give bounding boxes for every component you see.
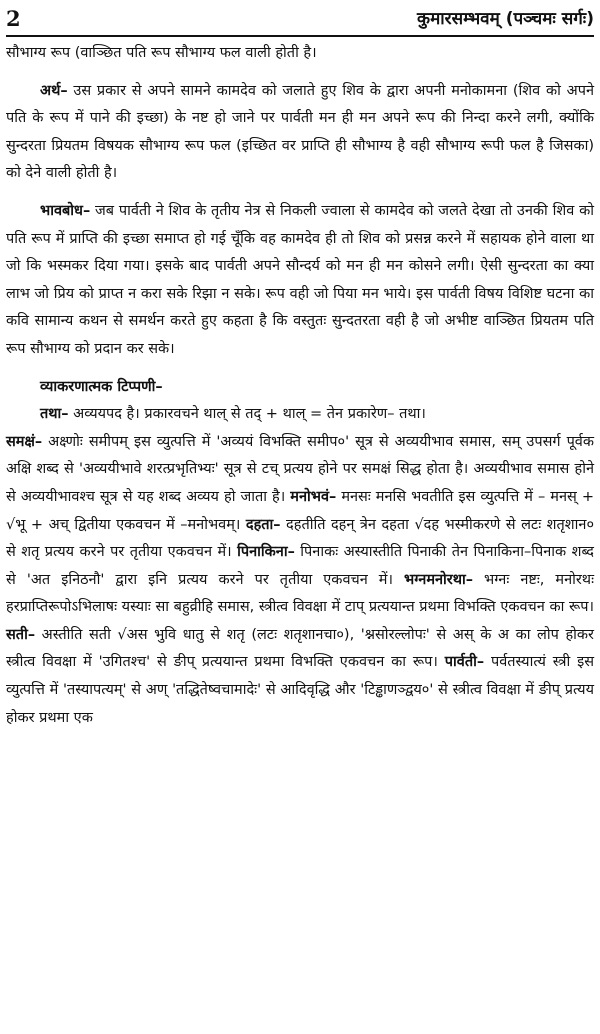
tatha-paragraph (6, 401, 594, 429)
pinakina-text: पिनाकः अस्यास्तीति पिनाकी तेन पिनाकिना–पिनाक शब्द से 'अत इनिठनौ' द्वारा इनि प्रत्यय करने पर तृतीया एकवचन में। (6, 544, 594, 588)
artha-label: अर्थ– (40, 82, 68, 99)
sati-text: अस्तीति सती √अस भुवि धातु से शतृ (लटः शतृशानचा०), 'श्नसोरल्लोपः' से अस् के अ का लोप होकर स्त्रीत्व विवक्षा में 'उगितश्च' से ङीप् प्रत्ययान्त प्रथमा विभक्ति एकवचन का रूप। (6, 626, 594, 671)
parvati-label: पार्वती– (444, 654, 485, 671)
parvati-text: पर्वतस्यात्यं स्त्री इस व्युत्पत्ति में 'तस्यापत्यम्' से अण् 'तद्धितेष्वचामादेः' से आदिवृद्धि और 'टिड्ढाणञ्द्वय०' से स्त्रीत्व विवक्षा में ङीप् प्रत्यय होकर प्रथमा एक (6, 654, 594, 726)
intro-line: सौभाग्य रूप (वाञ्छित पति रूप सौभाग्य फल वाली होती है। (6, 45, 317, 61)
page-header (6, 6, 594, 32)
dahata-label: दहता– (245, 516, 281, 533)
page-number: 2 (6, 6, 21, 31)
artha-text: उस प्रकार से अपने सामने कामदेव को जलाते हुए शिव के द्वारा अपनी मनोकामना (शिव को अपने पति के रूप में पाने की इच्छा) के नष्ट हो जाने पर पार्वती मन ही मन अपने रूप की निन्दा करने लगी, क्योंकि सुन्दरता प्रियतम विषयक सौभाग्य रूप फल (इच्छित वर प्राप्ति ही सौभाग्य है वही सौभाग्य रूपी फल है जिसका) को देने वाली होती है। (6, 82, 594, 182)
manobhavam-label: मनोभवं– (290, 488, 337, 505)
bhavabodh-label: भावबोध– (40, 202, 91, 219)
bhavabodh-paragraph (6, 198, 594, 364)
tatha-text: अव्ययपद है। प्रकारवचने थाल् से तद् + थाल् = तेन प्रकारेण– तथा। (68, 406, 426, 423)
running-title: कुमारसम्भवम् (पञ्चमः सर्गः) (417, 9, 594, 29)
pinakina-label: पिनाकिना– (237, 544, 295, 561)
artha-paragraph (6, 78, 594, 188)
bhagnamanoratha-label: भग्नमनोरथा– (404, 571, 473, 588)
grammar-notes-paragraph (6, 429, 594, 733)
header-rule (6, 35, 594, 37)
vyakarana-heading: व्याकरणात्मक टिप्पणी– (40, 378, 163, 395)
dahata-text: दहतीति दहन् त्रेन दहता √दह भस्मीकरणे से लटः शतृशान० से शतृ प्रत्यय करने पर तृतीया एकवचन में। (6, 516, 594, 561)
manobhavam-text: मनसः मनसि भवतीति इस व्युत्पत्ति में – मनस् + √भू + अच् द्वितीया एकवचन में –मनोभवम्। (6, 488, 594, 533)
tatha-label: तथा– (40, 406, 69, 423)
sati-label: सती– (6, 626, 36, 643)
samaksham-label: समक्षं– (6, 433, 43, 450)
samaksham-text: अक्ष्णोः समीपम् इस व्युत्पत्ति में 'अव्ययं विभक्ति समीप०' सूत्र से अव्ययीभाव समास, सम् उपसर्ग पूर्वक अक्षि शब्द से 'अव्ययीभावे शरत्प्रभृतिभ्यः' सूत्र से टच् प्रत्यय होने पर समक्षं सिद्ध होता है। अव्ययीभाव समास होने से अव्ययीभावश्च सूत्र से यह शब्द अव्यय हो जाता है। (6, 433, 594, 505)
page-body (6, 40, 594, 732)
bhagnamanoratha-text: भग्नः नष्टः, मनोरथः हरप्राप्तिरूपोऽभिलाषः यस्याः सा बहुव्रीहि समास, स्त्रीत्व विवक्षा में टाप् प्रत्ययान्त प्रथमा विभक्ति एकवचन का रूप। (6, 571, 594, 616)
bhavabodh-text: जब पार्वती ने शिव के तृतीय नेत्र से निकली ज्वाला से कामदेव को जलते देखा तो उनकी शिव को पति रूप में प्राप्ति की इच्छा समाप्त हो गई चूँकि वह कामदेव ही तो शिव को प्रसन्न करने में सहायक होने वाला था जो कि भस्मकर दिया गया। इसके बाद पार्वती अपने सौन्दर्य को मन ही मन कोसने लगी। ऐसी सुन्दरता का क्या लाभ जो प्रिय को प्राप्त न करा सके रिझा न सके। रूप वही जो पिया मन भाये। इस पार्वती विषय विशिष्ट घटना का कवि सामान्य कथन से समर्थन करते हुए कहता है कि वस्तुतः सुन्दतरता वही है जो अभीष्ट वाञ्छित प्रियतम पति रूप सौभाग्य को प्रदान कर सके। (6, 202, 594, 357)
